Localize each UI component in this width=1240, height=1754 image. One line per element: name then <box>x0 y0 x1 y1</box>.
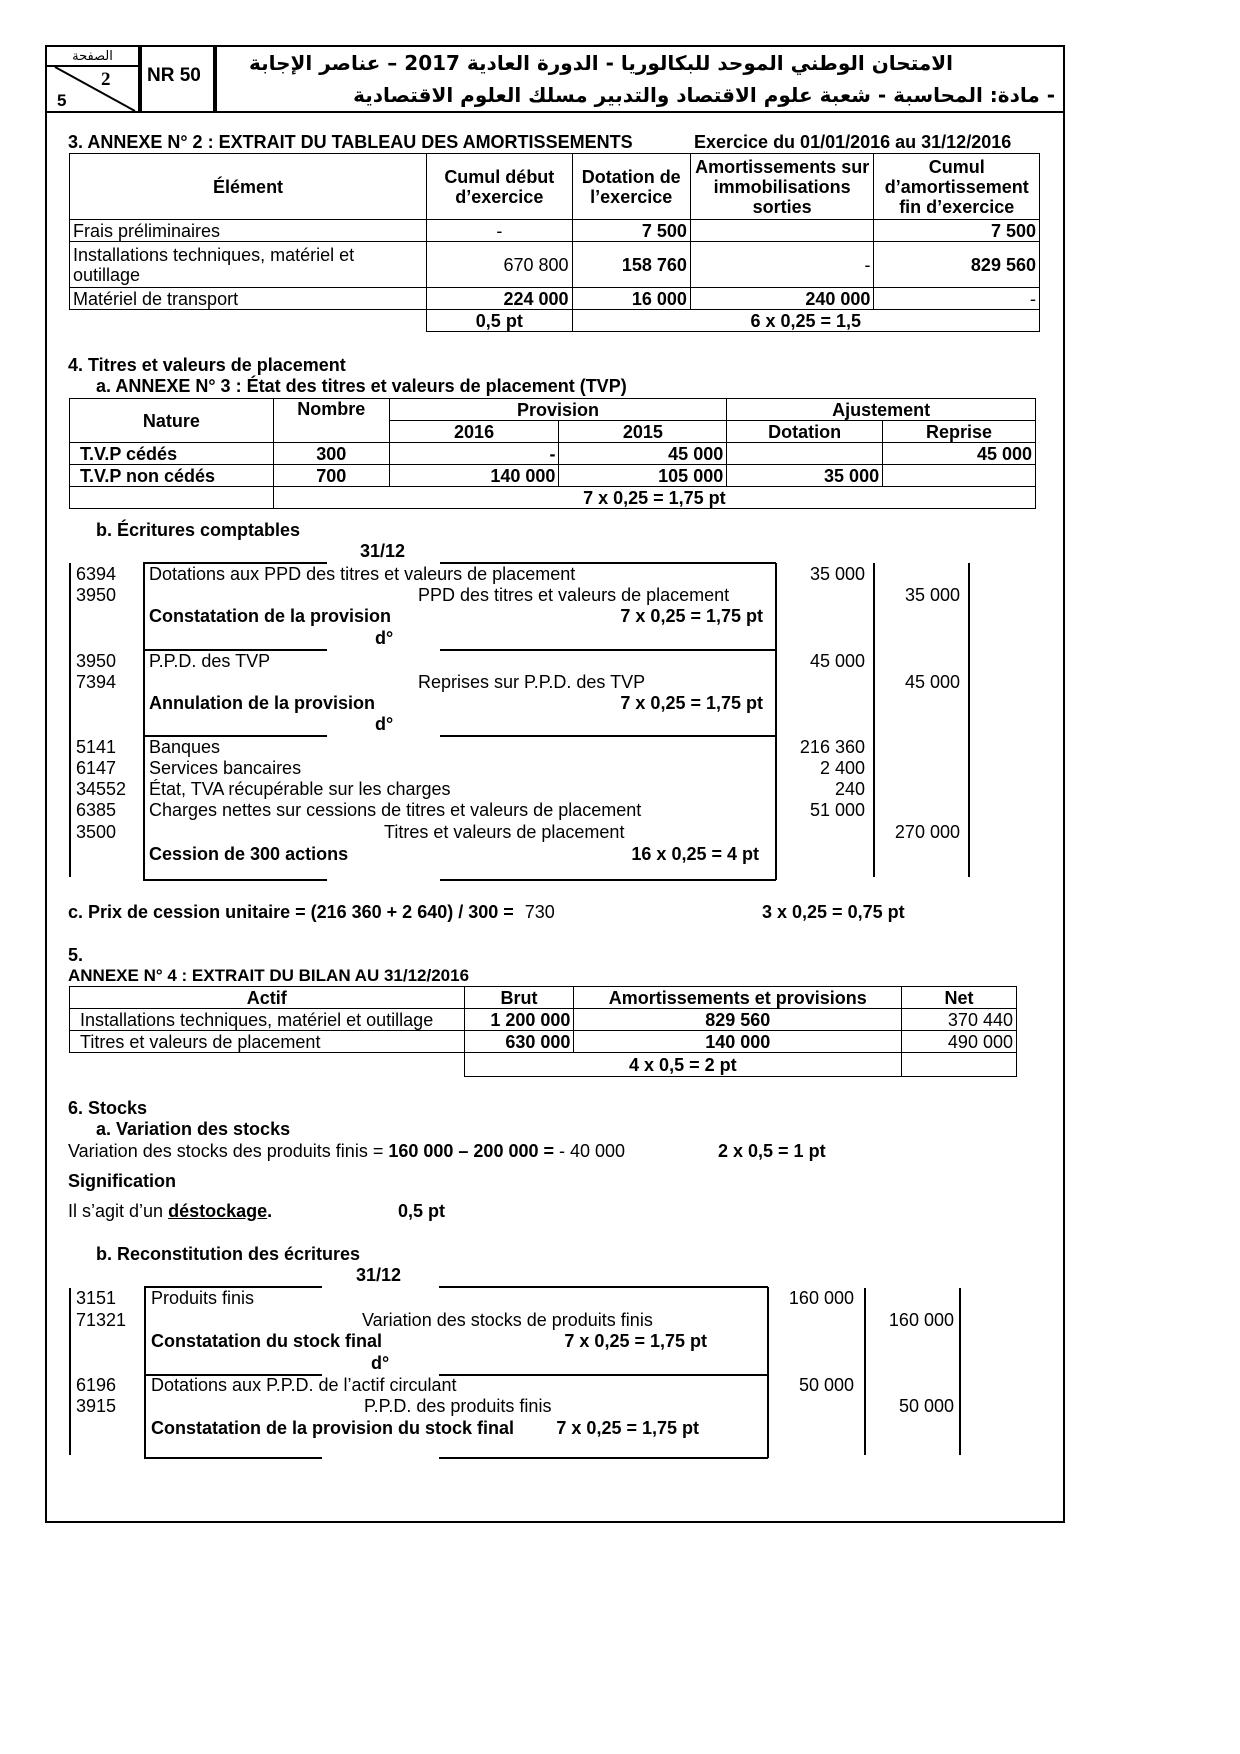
signification-line: Il s’agit d’un déstockage. <box>68 1201 273 1221</box>
table-row: Installations techniques, matériel et outillage 670 800 158 760 - 829 560 <box>70 242 1040 288</box>
table-header-row <box>70 154 1040 220</box>
variation-line: Variation des stocks des produits finis = 160 000 – 200 000 = - 40 000 <box>68 1141 626 1161</box>
page-number-box <box>45 45 140 113</box>
section4-title: 4. Titres et valeurs de placement <box>68 355 346 375</box>
section5-number: 5. <box>68 945 84 965</box>
exam-title-line2: - مادة: المحاسبة - شعبة علوم الاقتصاد والتدبير مسلك العلوم الاقتصادية <box>353 83 1055 107</box>
score-row: 7 x 0,25 = 1,75 pt <box>70 487 1036 509</box>
exam-title-box <box>215 45 1065 113</box>
exam-code-box <box>140 45 215 113</box>
journal-date: 31/12 <box>356 1265 402 1285</box>
tvp-table: Nature Nombre Provision Ajustement 2016 2015 Dotation Reprise T.V.P cédés 300 - 45 000 45 000 T.V.P non cédés 700 140 000 105 000 35 000 7 x 0,25 = 1,75 pt <box>69 398 1036 509</box>
col-element: Élément <box>70 154 427 220</box>
signification-score: 0,5 pt <box>398 1201 446 1221</box>
variation-score: 2 x 0,5 = 1 pt <box>718 1141 826 1161</box>
table-row: T.V.P non cédés 700 140 000 105 000 35 000 <box>70 465 1036 487</box>
bilan-table: Actif Brut Amortissements et provisions Net Installations techniques, matériel et outillage 1 200 000 829 560 370 440 Titres et valeurs de placement 630 000 140 000 490 000 4 x 0,5 = 2 pt <box>69 986 1017 1077</box>
page-total: 5 <box>57 91 67 110</box>
exam-code: NR 50 <box>147 65 201 86</box>
table-row: Titres et valeurs de placement 630 000 140 000 490 000 <box>70 1031 1017 1053</box>
table-row: T.V.P cédés 300 - 45 000 45 000 <box>70 443 1036 465</box>
table-row: Frais préliminaires - 7 500 7 500 <box>70 220 1040 242</box>
col-sorties: Amortissements sur immobilisations sorties <box>690 154 874 220</box>
section6b-title: b. Reconstitution des écritures <box>96 1244 361 1264</box>
section4b-title: b. Écritures comptables <box>96 520 301 540</box>
table-row: Matériel de transport 224 000 16 000 240 000 - <box>70 288 1040 310</box>
col-cumul-debut: Cumul début d’exercice <box>427 154 572 220</box>
section6a-title: a. Variation des stocks <box>96 1119 291 1139</box>
section5-title: ANNEXE N° 4 : EXTRAIT DU BILAN AU 31/12/2016 <box>68 966 470 985</box>
amortization-table <box>69 153 1040 332</box>
unit-price-value: 730 <box>524 902 555 922</box>
col-cumul-fin: Cumul d’amortissement fin d’exercice <box>874 154 1040 220</box>
unit-price-score: 3 x 0,25 = 0,75 pt <box>762 902 905 922</box>
unit-price-line: c. Prix de cession unitaire = (216 360 + 2 640) / 300 = 730 <box>68 902 555 922</box>
page-label: الصفحة <box>72 49 113 64</box>
section3-period: Exercice du 01/01/2016 au 31/12/2016 <box>694 132 1012 152</box>
col-dotation: Dotation de l’exercice <box>572 154 690 220</box>
score-row: 4 x 0,5 = 2 pt <box>70 1053 1017 1077</box>
page-current: 2 <box>101 69 111 90</box>
score-row: 0,5 pt 6 x 0,25 = 1,5 <box>70 310 1040 332</box>
signification-title: Signification <box>68 1171 176 1191</box>
table-row: Installations techniques, matériel et outillage 1 200 000 829 560 370 440 <box>70 1009 1017 1031</box>
journal-date: 31/12 <box>360 541 406 561</box>
section6-title: 6. Stocks <box>68 1098 148 1118</box>
exam-title-line1: الامتحان الوطني الموحد للبكالوريا - الدورة العادية 2017 – عناصر الإجابة <box>248 51 953 75</box>
section4a-title: a. ANNEXE N° 3 : État des titres et valeurs de placement (TVP) <box>96 376 627 396</box>
section3-title: 3. ANNEXE N° 2 : EXTRAIT DU TABLEAU DES AMORTISSEMENTS <box>68 132 633 152</box>
